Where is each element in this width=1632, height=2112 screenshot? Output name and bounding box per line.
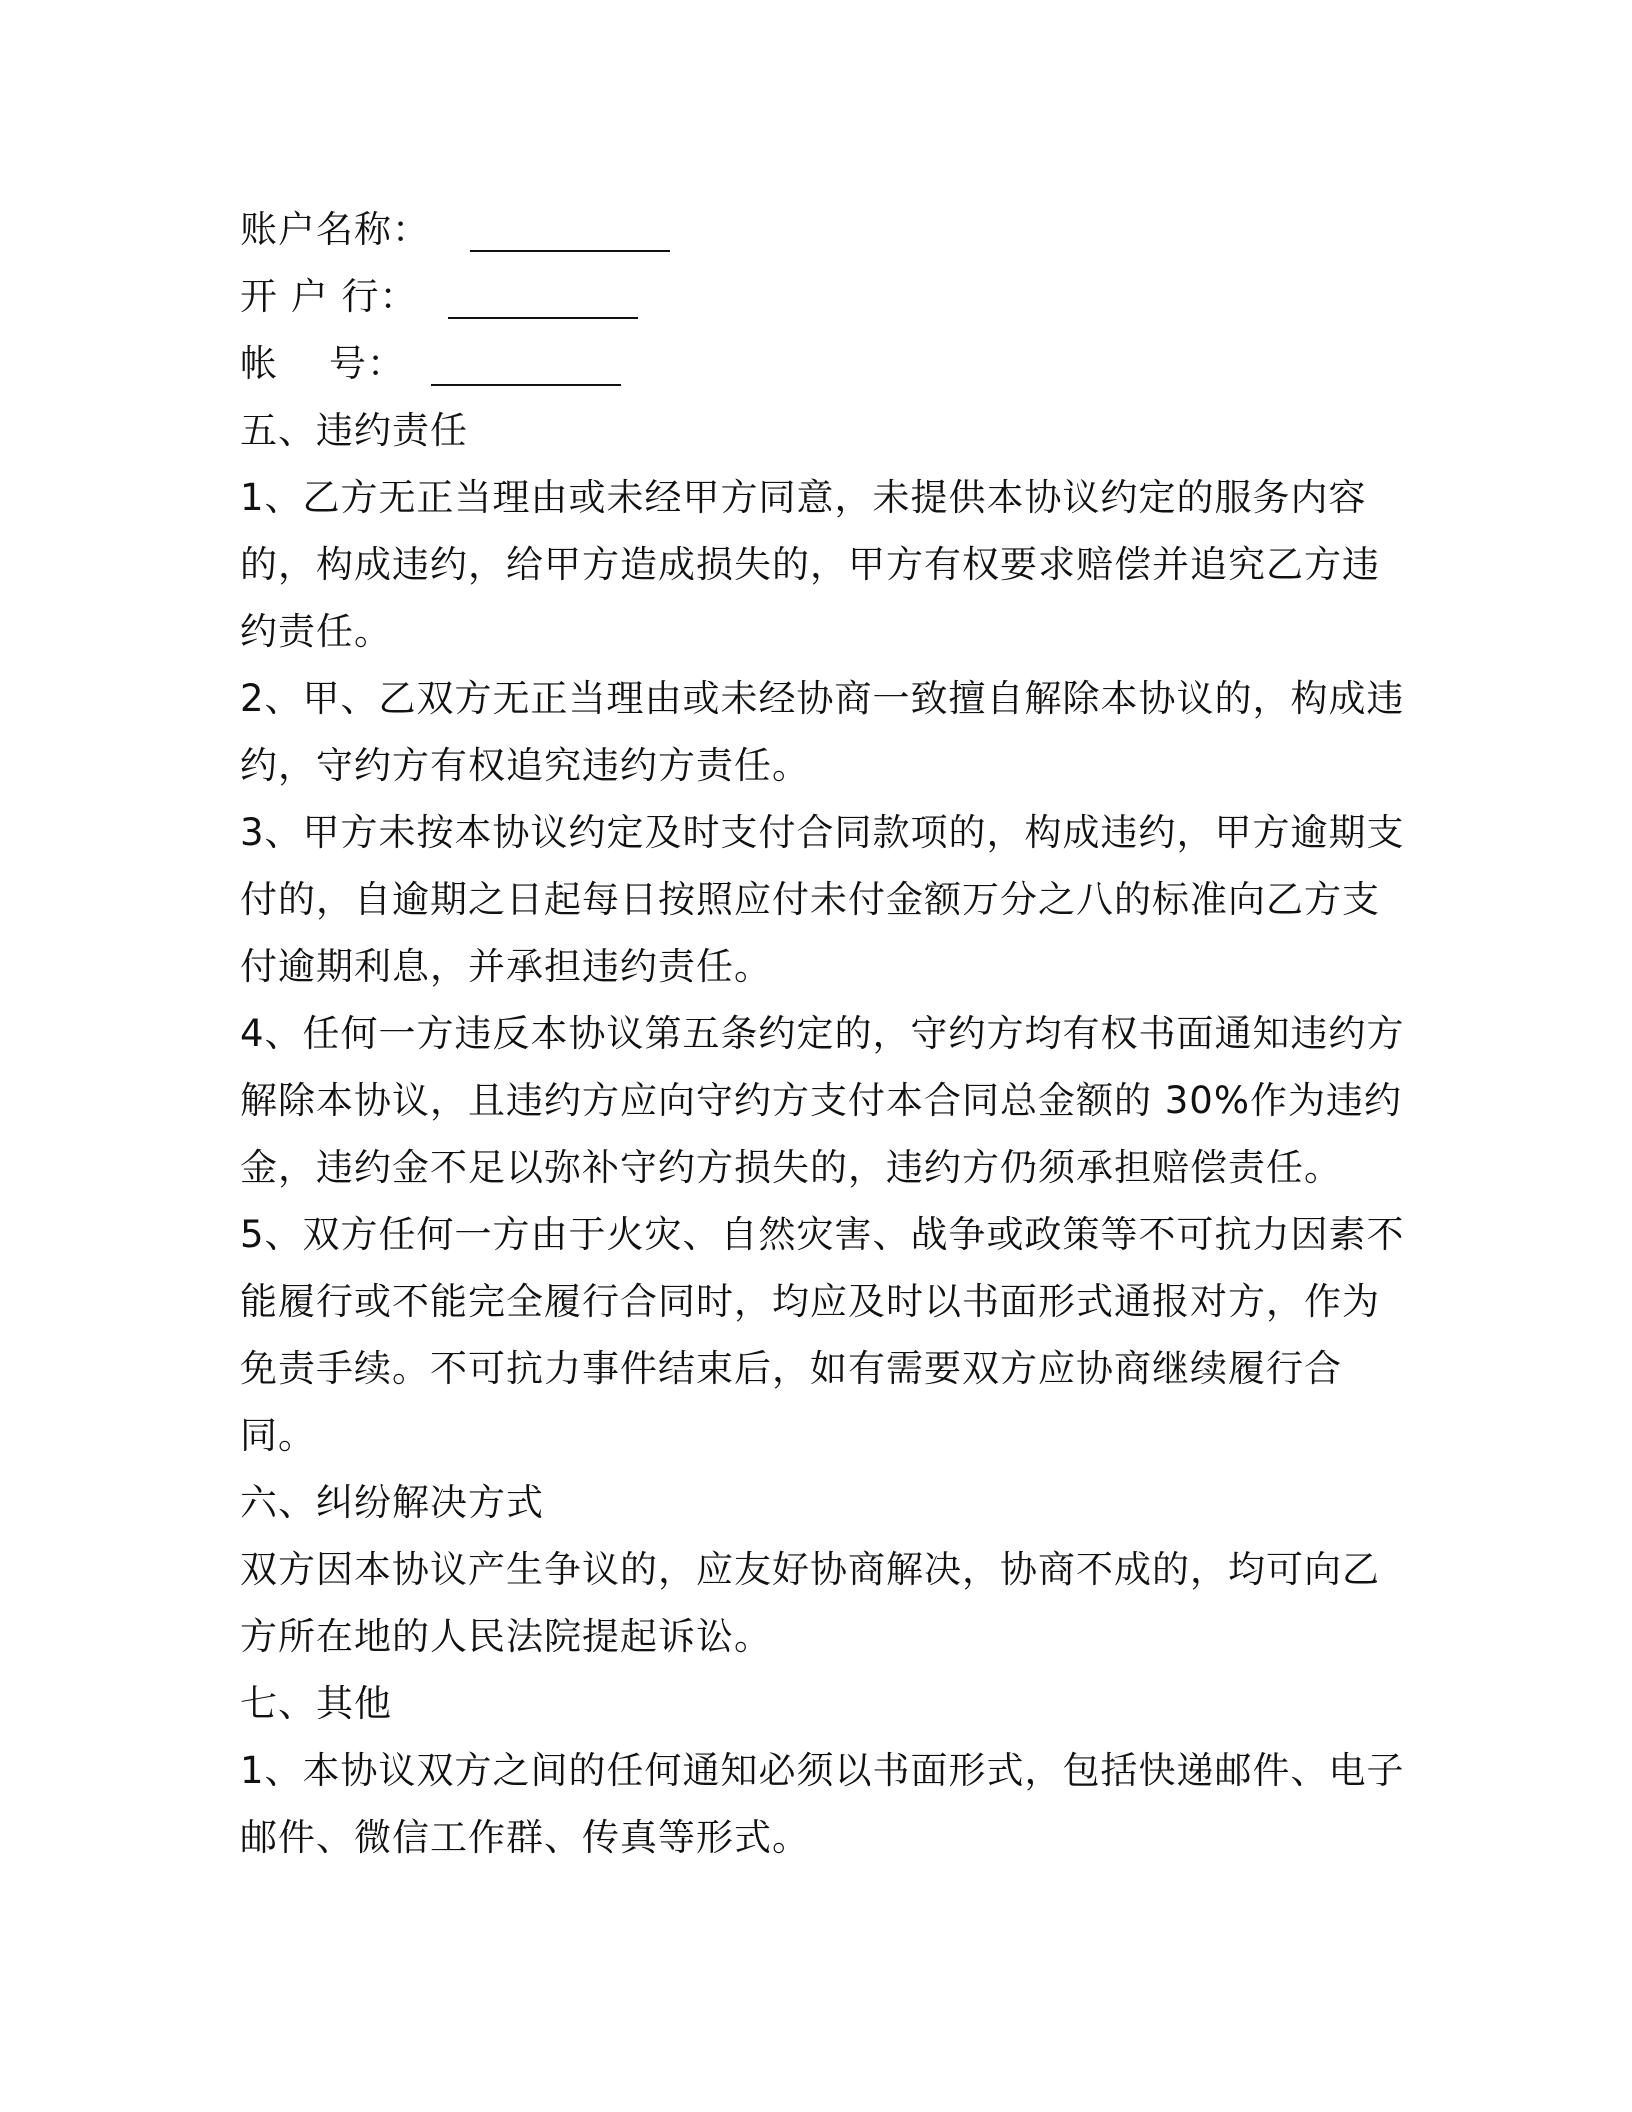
section-5-line: 同。 (240, 1414, 316, 1457)
section-5-line: 免责手续。不可抗力事件结束后，如有需要双方应协商继续履行合 (240, 1347, 1342, 1390)
bank-row (240, 263, 1400, 330)
section-7-line: 1、本协议双方之间的任何通知必须以书面形式，包括快递邮件、电子 (240, 1749, 1405, 1792)
section-5-title: 五、违约责任 (240, 409, 468, 452)
section-5-line: 的，构成违约，给甲方造成损失的，甲方有权要求赔偿并追究乙方违 (240, 543, 1380, 586)
document-body (240, 196, 1405, 1871)
section-5-line: 付逾期利息，并承担违约责任。 (240, 945, 772, 988)
section-5-line: 约责任。 (240, 610, 392, 653)
section-7-line: 邮件、微信工作群、传真等形式。 (240, 1816, 810, 1859)
section-5-line: 解除本协议，且违约方应向守约方支付本合同总金额的 30%作为违约 (240, 1079, 1402, 1122)
account-number-row (240, 330, 1400, 397)
section-6-title: 六、纠纷解决方式 (240, 1481, 544, 1524)
section-5-line: 能履行或不能完全履行合同时，均应及时以书面形式通报对方，作为 (240, 1280, 1380, 1323)
section-5-line: 付的，自逾期之日起每日按照应付未付金额万分之八的标准向乙方支 (240, 878, 1380, 921)
bank-blank (448, 263, 638, 319)
section-5-line: 约，守约方有权追究违约方责任。 (240, 744, 810, 787)
account-number-label: 帐 号： (240, 342, 406, 385)
section-5-line: 1、乙方无正当理由或未经甲方同意，未提供本协议约定的服务内容 (240, 476, 1367, 519)
account-name-row (240, 196, 1400, 263)
section-5-line: 3、甲方未按本协议约定及时支付合同款项的，构成违约，甲方逾期支 (240, 811, 1405, 854)
account-name-blank (470, 196, 670, 252)
bank-label: 开 户 行： (240, 275, 418, 318)
section-5-line: 金，违约金不足以弥补守约方损失的，违约方仍须承担赔偿责任。 (240, 1146, 1342, 1189)
section-5-line: 4、任何一方违反本协议第五条约定的，守约方均有权书面通知违约方 (240, 1012, 1405, 1055)
account-number-blank (431, 330, 621, 386)
section-6-line: 双方因本协议产生争议的，应友好协商解决，协商不成的，均可向乙 (240, 1548, 1380, 1591)
section-6-line: 方所在地的人民法院提起诉讼。 (240, 1615, 772, 1658)
section-5-line: 5、双方任何一方由于火灾、自然灾害、战争或政策等不可抗力因素不 (240, 1213, 1405, 1256)
section-7-title: 七、其他 (240, 1682, 392, 1725)
section-5-line: 2、甲、乙双方无正当理由或未经协商一致擅自解除本协议的，构成违 (240, 677, 1405, 720)
account-name-label: 账户名称： (240, 208, 430, 251)
